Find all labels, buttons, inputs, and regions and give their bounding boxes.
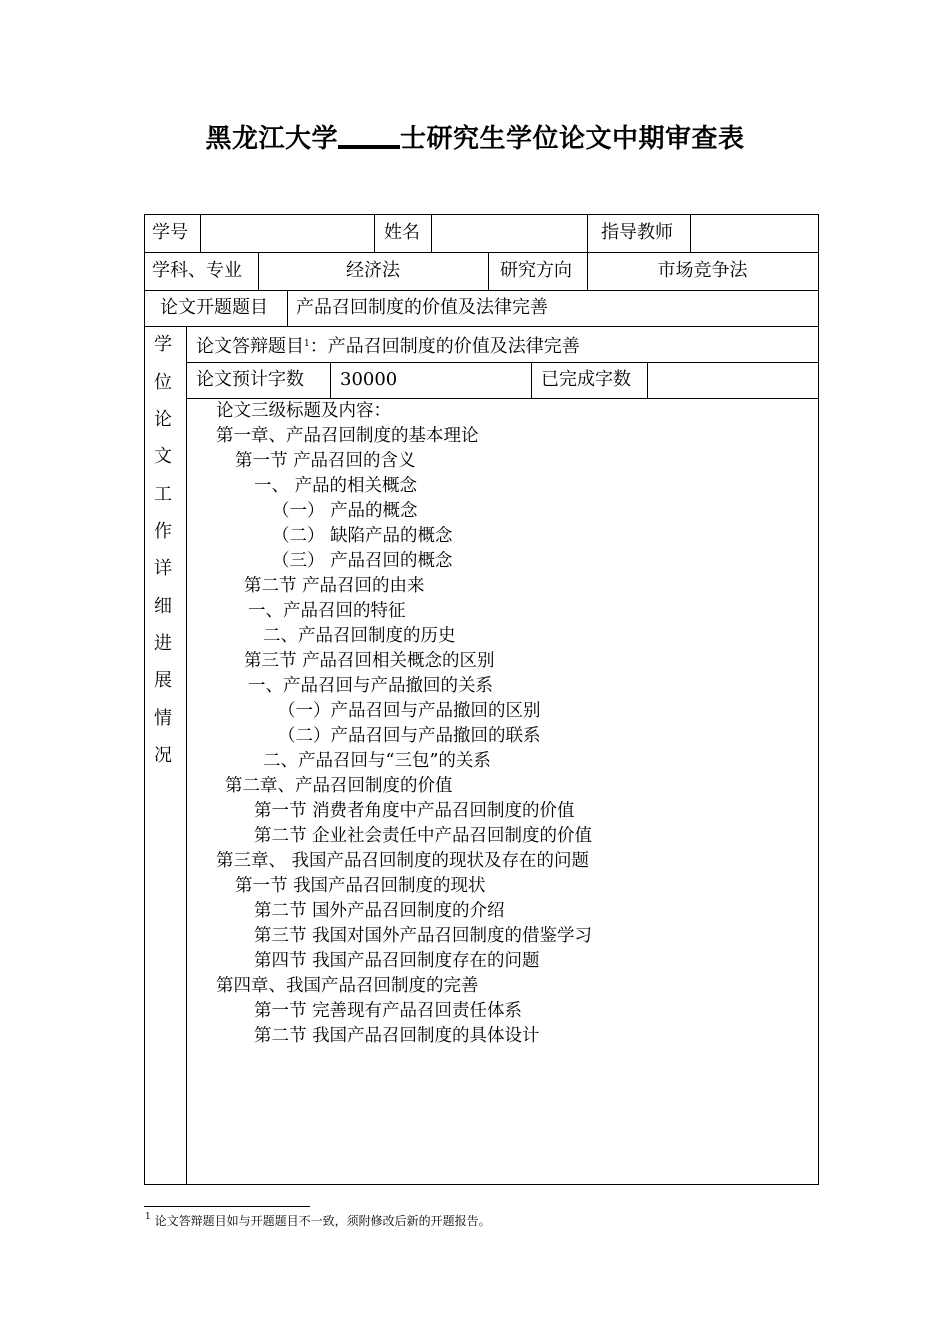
toc-chapter: 第二章、产品召回制度的价值	[225, 776, 453, 796]
toc-section: 第四节 我国产品召回制度存在的问题	[254, 951, 540, 971]
col-divider	[330, 362, 331, 399]
col-divider	[587, 214, 588, 253]
student-id-label: 学号	[152, 222, 188, 243]
defense-topic	[196, 326, 580, 365]
toc-subitem: （二） 缺陷产品的概念	[272, 526, 453, 546]
table-border-bottom	[144, 1184, 819, 1185]
opening-topic-label: 论文开题题目	[160, 297, 268, 318]
name-label: 姓名	[384, 222, 420, 243]
col-divider	[287, 290, 288, 327]
opening-topic-field[interactable]: 产品召回制度的价值及法律完善	[296, 297, 548, 318]
toc-section: 第二节 企业社会责任中产品召回制度的价值	[254, 826, 593, 846]
defense-colon: ：	[309, 336, 328, 357]
toc-section: 第三节 我国对国外产品召回制度的借鉴学习	[254, 926, 593, 946]
toc-item: 一、 产品的相关概念	[254, 476, 418, 496]
table-border-right	[818, 214, 819, 1185]
table-border-top	[144, 214, 819, 215]
toc-section: 第一节 完善现有产品召回责任体系	[254, 1001, 523, 1021]
side-char: 位	[154, 372, 172, 393]
side-char: 学	[154, 334, 172, 355]
degree-blank	[338, 125, 400, 149]
col-divider	[488, 252, 489, 291]
side-char: 工	[154, 484, 172, 505]
footnote-ref[interactable]: 1	[304, 339, 310, 349]
defense-topic-field[interactable]: 产品召回制度的价值及法律完善	[327, 336, 580, 357]
col-divider	[647, 362, 648, 399]
toc-subitem: （一） 产品的概念	[272, 501, 418, 521]
col-divider	[186, 326, 187, 1185]
side-char: 细	[154, 596, 172, 617]
toc-section: 第一节 消费者角度中产品召回制度的价值	[254, 801, 575, 821]
toc-chapter: 第一章、产品召回制度的基本理论	[216, 426, 479, 446]
page-title	[0, 118, 950, 155]
toc-heading: 论文三级标题及内容：	[216, 401, 391, 421]
side-char: 情	[154, 708, 172, 729]
table-border-left	[144, 214, 145, 1185]
side-char: 展	[154, 670, 172, 691]
toc-chapter: 第三章、 我国产品召回制度的现状及存在的问题	[216, 851, 590, 871]
expected-words-label: 论文预计字数	[196, 369, 304, 390]
toc-item: 一、产品召回与产品撤回的关系	[248, 676, 493, 696]
completed-words-label: 已完成字数	[541, 369, 631, 390]
subject-field[interactable]: 经济法	[346, 260, 400, 281]
side-char: 作	[154, 521, 172, 542]
side-char: 况	[154, 745, 172, 766]
col-divider	[200, 214, 201, 253]
side-char: 进	[154, 633, 172, 654]
toc-section: 第二节 我国产品召回制度的具体设计	[254, 1026, 540, 1046]
toc-subitem: （二）产品召回与产品撤回的联系	[278, 726, 541, 746]
toc-item: 一、产品召回的特征	[248, 601, 406, 621]
toc-section: 第二节 产品召回的由来	[244, 576, 425, 596]
title-suffix: 士研究生学位论文中期审查表	[400, 124, 745, 154]
side-char: 文	[154, 446, 172, 467]
footnote-mark: 1	[145, 1212, 151, 1222]
toc-section: 第一节 产品召回的含义	[235, 451, 416, 471]
col-divider	[690, 214, 691, 253]
direction-label: 研究方向	[500, 260, 572, 281]
toc-section: 第二节 国外产品召回制度的介绍	[254, 901, 505, 921]
toc-item: 二、产品召回制度的历史	[263, 626, 456, 646]
side-char: 论	[154, 409, 172, 430]
toc-section: 第一节 我国产品召回制度的现状	[235, 876, 486, 896]
toc-subitem: （三） 产品召回的概念	[272, 551, 453, 571]
direction-field[interactable]: 市场竞争法	[657, 260, 748, 281]
footnote-separator	[144, 1206, 310, 1207]
col-divider	[431, 214, 432, 253]
toc-subitem: （一）产品召回与产品撤回的区别	[278, 701, 541, 721]
toc-section: 第三节 产品召回相关概念的区别	[244, 651, 495, 671]
side-char: 详	[154, 558, 172, 579]
advisor-label: 指导教师	[601, 222, 673, 243]
col-divider	[374, 214, 375, 253]
title-prefix: 黑龙江大学	[205, 124, 338, 154]
footnote-text: 论文答辩题目如与开题题目不一致，须附修改后新的开题报告。	[154, 1214, 491, 1228]
footnote	[145, 1212, 491, 1229]
expected-words-field[interactable]: 30000	[340, 369, 398, 390]
defense-topic-label: 论文答辩题目	[196, 336, 304, 357]
toc-item: 二、产品召回与“三包”的关系	[263, 751, 491, 771]
col-divider	[531, 362, 532, 399]
toc-chapter: 第四章、我国产品召回制度的完善	[216, 976, 479, 996]
subject-label: 学科、专业	[152, 260, 242, 281]
